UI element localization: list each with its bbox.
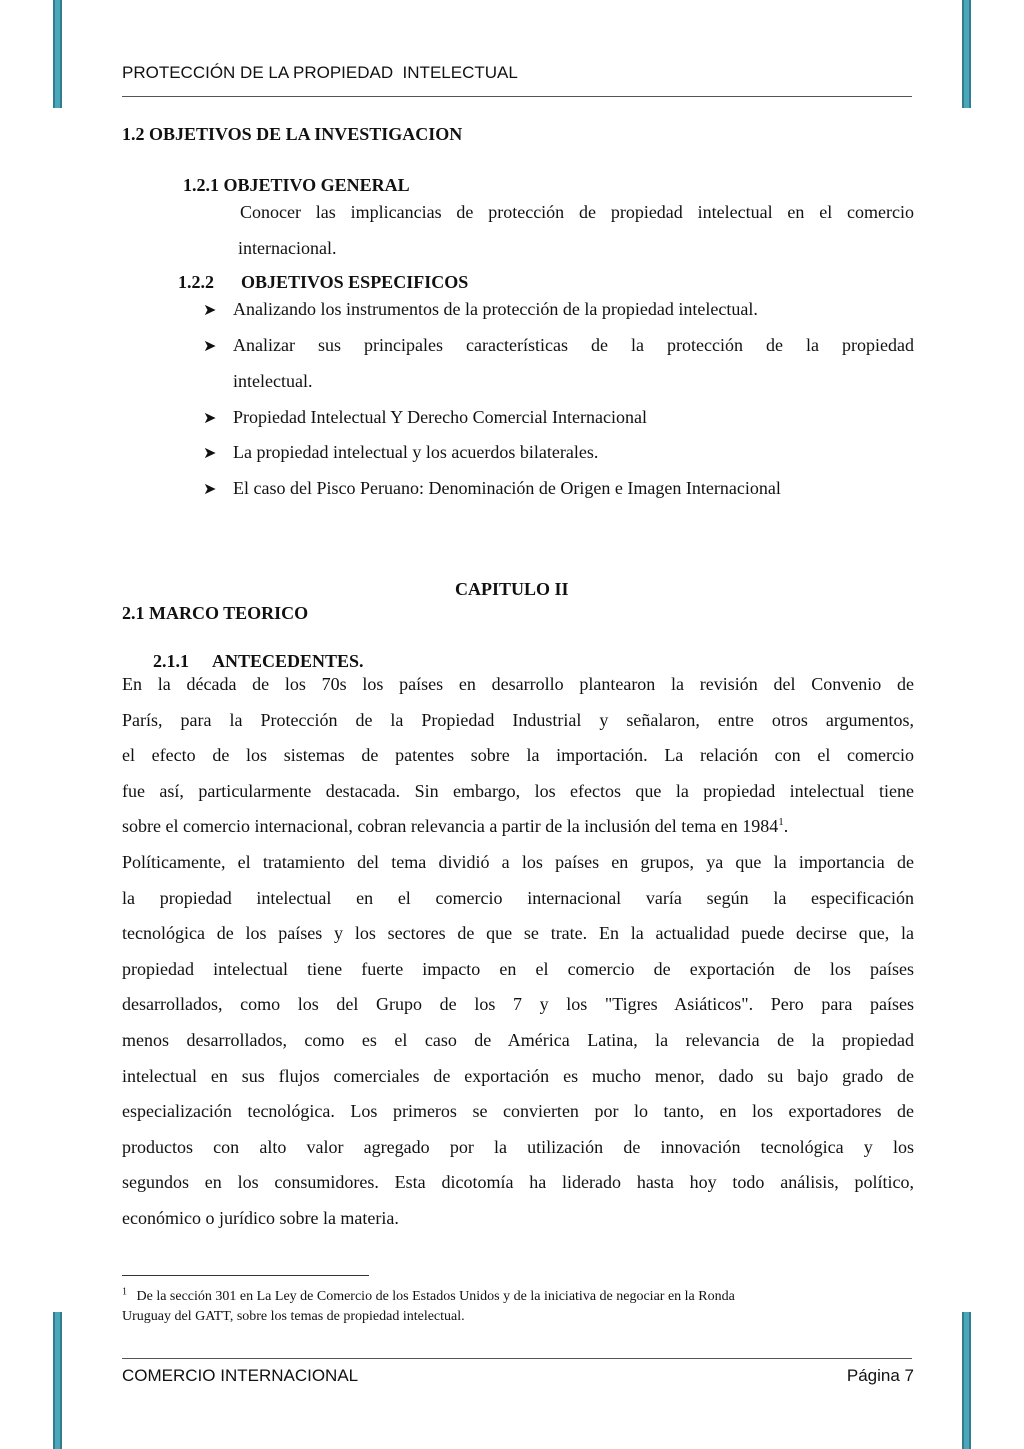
paragraph-line: París, para la Protección de la Propiedad Industrial y señalaron, entre otros argumentos, [122,709,914,730]
paragraph-line: económico o jurídico sobre la materia. [122,1207,399,1228]
footnote [122,1287,914,1327]
specific-item-4: La propiedad intelectual y los acuerdos bilaterales. [233,442,599,462]
paragraph-line: fue así, particularmente destacada. Sin embargo, los efectos que la propiedad intelectual tiene [122,780,914,801]
section-2-1-title: 2.1 MARCO TEORICO [122,603,309,623]
paragraph-line: el efecto de los sistemas de patentes sobre la importación. La relación con el comercio [122,745,914,766]
specific-item-2: Analizar sus principales características de la protección de la propiedad [233,335,914,355]
paragraph-line: intelectual en sus flujos comerciales de exportación es mucho menor, dado su bajo grado de [122,1065,914,1086]
antecedentes-title: ANTECEDENTES. [212,651,364,671]
footnote-marker: 1 [122,1286,127,1298]
header-right-bar [962,0,971,108]
objetivo-general-title: 1.2.1 OBJETIVO GENERAL [183,175,410,195]
header-divider [122,96,912,97]
paragraph-line: tecnológica de los países y los sectores de que se trate. En la actualidad puede decirse que, la [122,923,914,944]
bullet-arrow-icon: ➤ [203,410,217,427]
page-header-title: PROTECCIÓN DE LA PROPIEDAD INTELECTUAL [122,63,518,82]
footnote-text-2: Uruguay del GATT, sobre los temas de propiedad intelectual. [122,1309,465,1324]
footer-right-bar [962,1312,971,1449]
paragraph-line: menos desarrollados, como es el caso de América Latina, la relevancia de la propiedad [122,1029,914,1050]
paragraph-line-end: . [783,816,789,837]
footer-left-bar [53,1312,62,1449]
specific-item-3: Propiedad Intelectual Y Derecho Comercial Internacional [233,407,647,427]
paragraph-line: propiedad intelectual tiene fuerte impacto en el comercio de exportación de los países [122,958,914,979]
section-1-2-title: 1.2 OBJETIVOS DE LA INVESTIGACION [122,124,463,144]
objetivo-general-text-line1: Conocer las implicancias de protección de propiedad intelectual en el comercio [240,202,914,222]
antecedentes-number: 2.1.1 [153,651,189,671]
specific-item-1: Analizando los instrumentos de la protección de la propiedad intelectual. [233,299,758,319]
objetivo-general-text-line2: internacional. [238,238,337,258]
footer-left-text: COMERCIO INTERNACIONAL [122,1366,359,1385]
paragraph-line: desarrollados, como los del Grupo de los 7 y los "Tigres Asiáticos". Pero para países [122,994,914,1015]
footnote-reference[interactable]: 1 [778,816,784,829]
paragraph-line: segundos en los consumidores. Esta dicotomía ha liderado hasta hoy todo análisis, político, [122,1172,914,1193]
objetivos-especificos-title: OBJETIVOS ESPECIFICOS [241,272,469,292]
bullet-arrow-icon: ➤ [203,481,217,498]
paragraph-line: En la década de los 70s los países en desarrollo plantearon la revisión del Convenio de [122,674,914,694]
footnote-line-1 [122,1287,914,1307]
chapter-title: CAPITULO II [455,579,569,599]
bullet-arrow-icon: ➤ [203,445,217,462]
bullet-arrow-icon: ➤ [203,338,217,355]
antecedentes-paragraph [122,667,914,1237]
objetivos-especificos-number: 1.2.2 [178,272,214,292]
header-left-bar [53,0,62,108]
paragraph-line-with-footnote [122,809,914,845]
footnote-divider [122,1275,369,1276]
paragraph-line: especialización tecnológica. Los primeros se convierten por lo tanto, en los exportadores de [122,1101,914,1122]
page-number: Página 7 [846,1366,914,1385]
footer-divider [122,1358,912,1359]
paragraph-line: la propiedad intelectual en el comercio internacional varía según la especificación [122,887,914,908]
specific-item-2-cont: intelectual. [233,371,313,391]
paragraph-line: Políticamente, el tratamiento del tema dividió a los países en grupos, ya que la importancia de [122,851,914,872]
footnote-text-1: De la sección 301 en La Ley de Comercio de los Estados Unidos y de la iniciativa de negociar en la Ronda [136,1289,735,1304]
paragraph-line-text: sobre el comercio internacional, cobran relevancia a partir de la inclusión del tema en 1984 [122,816,779,837]
paragraph-line: productos con alto valor agregado por la utilización de innovación tecnológica y los [122,1136,914,1157]
bullet-arrow-icon: ➤ [203,302,217,319]
specific-item-5: El caso del Pisco Peruano: Denominación de Origen e Imagen Internacional [233,478,781,498]
